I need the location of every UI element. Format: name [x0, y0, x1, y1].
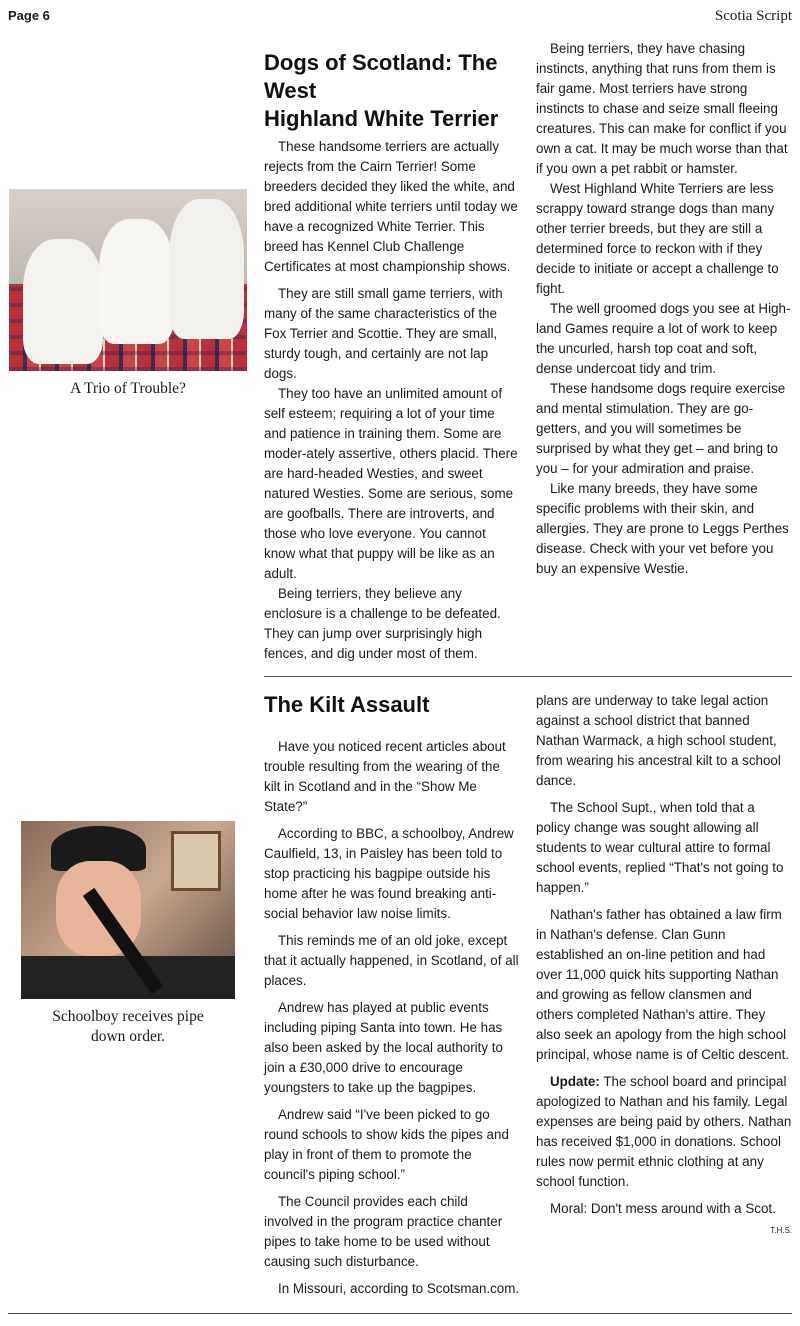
section-divider [264, 676, 792, 677]
title-line: Highland White Terrier [264, 106, 499, 131]
dogs-article-col-2 [536, 39, 792, 579]
paragraph: Like many breeds, they have some specific problems with their skin, and allergies. They are prone to Leggs Perthes disease. Check with your vet before you buy an expensive Westie. [536, 481, 789, 576]
paragraph: The well groomed dogs you see at High-land Games require a lot of work to keep the uncurled, harsh top coat and soft, dense undercoat tidy and trim. [536, 301, 791, 376]
bottom-divider [8, 1313, 792, 1314]
paragraph: Nathan's father has obtained a law firm in Nathan's defense. Clan Gunn established an on-line petition and had over 11,000 quick hits supporting Nathan and growing as fellow clansmen and others completed Nathan's attire. They also seek an apology from the high school principal, whose name is of Celtic descent. [536, 907, 790, 1062]
paragraph: plans are underway to take legal action against a school district that banned Nathan Warmack, a high school student, from wearing his ancestral kilt to a school dance. [536, 693, 781, 788]
page-header [8, 8, 792, 25]
kilt-article-col-1 [264, 691, 520, 1299]
update-text: The school board and principal apologized to Nathan and his family. Legal expenses are being paid by others. Nathan has received $1,000 in donations. School rules now permit ethnic clothing at any school function. [536, 1074, 792, 1189]
paragraph: The School Supt., when told that a policy change was sought allowing all students to wear cultural attire to formal school events, replied “That's not going to happen.” [536, 800, 784, 895]
paragraph: In Missouri, according to Scotsman.com. [278, 1281, 520, 1296]
paragraph: These handsome terriers are actually rejects from the Cairn Terrier! Some breeders decided they liked the white, and bred additional white terriers until today we have a recognized White Terrier. This breed has Kennel Club Challenge Certificates at most championship shows. [264, 139, 518, 274]
kilt-photo-column [8, 691, 248, 1047]
page-number: Page 6 [8, 8, 50, 23]
piper-photo-caption: Schoolboy receives pipe down order. [52, 1008, 204, 1045]
publication-name: Scotia Script [714, 8, 792, 24]
paragraph [536, 1072, 792, 1192]
paragraph: Moral: Don't mess around with a Scot. [550, 1201, 776, 1216]
dogs-article-title [264, 49, 520, 133]
paragraph: They too have an unlimited amount of self esteem; requiring a lot of your time and patience in training them. Some are moder-ately assertive, others placid. There are hard-headed Westies, and sweet natured Westies. Some are serious, some are goofballs. There are introverts, and those who love everyone. You cannot know what that puppy will be like as an adult. [264, 386, 518, 581]
paragraph: These handsome dogs require exercise and mental stimulation. They are go-getters, and you will sometimes be surprised by what they get – and bring to you – for your admiration and praise. [536, 381, 786, 476]
dog-photo-caption: A Trio of Trouble? [70, 380, 186, 397]
paragraph: Andrew has played at public events including piping Santa into town. He has also been asked by the local authority to join a £30,000 drive to encourage youngsters to take up the bagpipes. [264, 1000, 503, 1095]
paragraph: Being terriers, they have chasing instincts, anything that runs from them is fair game. Most terriers have strong instincts to chase and seize small fleeing creatures. This can make for conflict if you own a cat. It may be much worse than that if you own a pet rabbit or hamster. [536, 41, 788, 176]
kilt-article-col-2 [536, 691, 792, 1241]
dogs-article-col-1 [264, 39, 520, 664]
dogs-section [8, 39, 792, 664]
paragraph: They are still small game terriers, with many of the same characteristics of the Fox Terrier and Scottie. They are small, sturdy tough, and certainly are not lap dogs. [264, 286, 503, 381]
piper-photo [21, 821, 235, 999]
paragraph: Have you noticed recent articles about trouble resulting from the wearing of the kilt in Scotland and in the “Show Me State?” [264, 739, 506, 814]
paragraph: Andrew said “I've been picked to go round schools to show kids the pipes and play in front of them to promote the council's piping school.” [264, 1107, 509, 1182]
paragraph: Being terriers, they believe any enclosure is a challenge to be defeated. They can jump over surprisingly high fences, and dig under most of them. [264, 586, 501, 661]
kilt-section [8, 691, 792, 1299]
dogs-photo-column [8, 39, 248, 399]
author-signature: T.H.S. [770, 1226, 792, 1235]
paragraph: West Highland White Terriers are less scrappy toward strange dogs than many other terrier breeds, but they are still a determined force to reckon with if they decide to initiate or accept a challenge to fight. [536, 181, 779, 296]
paragraph: According to BBC, a schoolboy, Andrew Caulfield, 13, in Paisley has been told to stop practicing his bagpipe outside his home after he was found breaking anti-social behavior law noise limits. [264, 826, 514, 921]
paragraph: This reminds me of an old joke, except that it actually happened, in Scotland, of all places. [264, 933, 519, 988]
title-line: Dogs of Scotland: The West [264, 50, 498, 103]
kilt-article-title: The Kilt Assault [264, 692, 430, 717]
westie-photo [9, 189, 247, 371]
update-label: Update: [550, 1074, 600, 1089]
paragraph: The Council provides each child involved in the program practice chanter pipes to take home to be used without causing such disturbance. [264, 1194, 503, 1269]
